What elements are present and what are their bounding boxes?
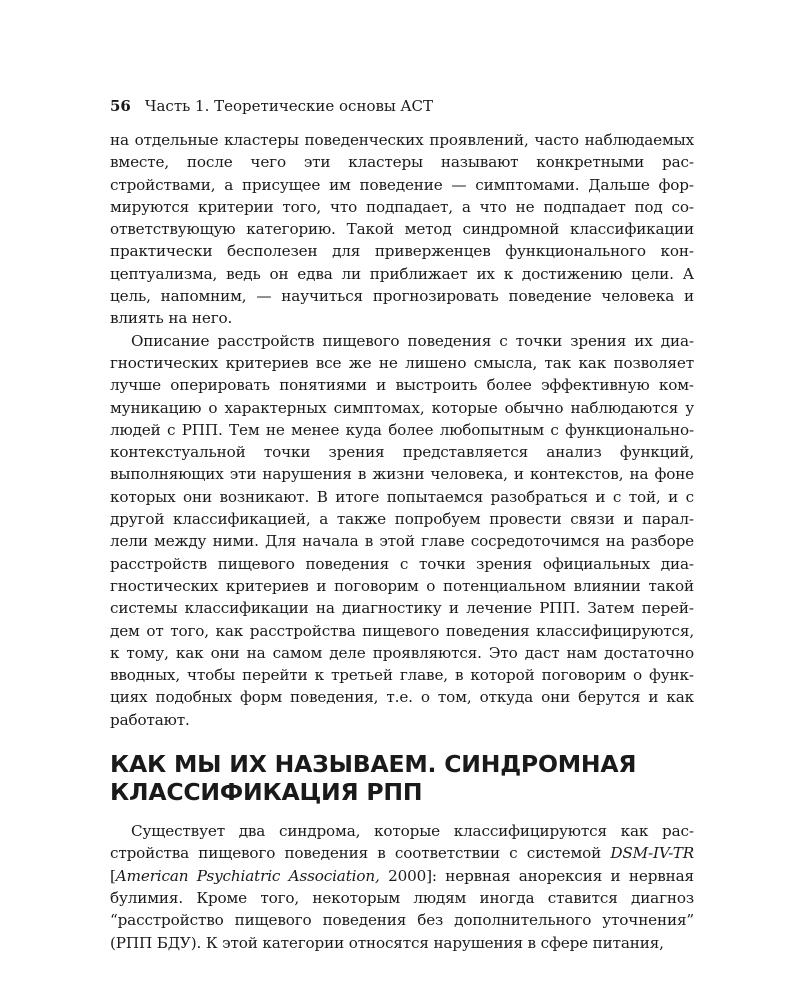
syndromes-text-1: Существует два синдрома, которые классифицируются как расстройства пищевого поведения в соответствии с системой <box>110 822 694 863</box>
paragraph-classification: Описание расстройств пищевого поведения с точки зрения их диагностических критериев все же не лишено смысла, так как позволяет лучше оперировать понятиями и выстроить более эффективную коммуникацию о характерных симптомах, которые обычно наблюдаются у людей с РПП. Тем не менее куда более любопытным с функционально-контекстуальной точки зрения представляется анализ функций, выполняющих эти нарушения в жизни человека, и контекстов, на фоне которых они возникают. В итоге попытаемся разобраться и с той, и с другой классификацией, а также попробуем провести связи и параллели между ними. Для начала в этой главе сосредоточимся на разборе расстройств пищевого поведения с точки зрения официальных диагностических критериев и поговорим о потенциальном влиянии такой системы классификации на диагностику и лечение РПП. Затем перейдем от того, как расстройства пищевого поведения классифицируются, к тому, как они на самом деле проявляются. Это даст нам достаточно вводных, чтобы перейти к третьей главе, в которой поговорим о функциях подобных форм поведения, т.е. о том, откуда они берутся и как работают. <box>110 331 694 729</box>
paragraph-continuation: на отдельные кластеры поведенческих проявлений, часто наблюдаемых вместе, после чего эти кластеры называют конкретными расстройствами, а присущее им поведение — симптомами. Дальше формируются критерии того, что подпадает, а что не подпадает под соответствующую категорию. Такой метод синдромной классификации практически бесполезен для приверженцев функционального концептуализма, ведь он едва ли приближает их к достижению цели. А цель, напомним, — научиться прогнозировать поведение человека и влиять на него. <box>110 131 694 328</box>
syndromes-text-2: [ <box>110 866 116 885</box>
dsm-reference: DSM-IV-TR <box>610 844 694 863</box>
section-heading: КАК МЫ ИХ НАЗЫВАЕМ. СИНДРОМНАЯ КЛАССИФИКАЦИЯ РПП <box>110 750 637 807</box>
citation-source: American Psychiatric Association, <box>115 866 380 885</box>
running-title: Часть 1. Теоретические основы ACT <box>144 97 433 115</box>
running-header <box>110 96 694 116</box>
body-text <box>110 129 694 954</box>
book-page <box>110 96 694 954</box>
syndromes-text-3: 2000]: нервная анорексия и нервная булимия. Кроме того, некоторым людям иногда ставится диагноз “расстройство пищевого поведения без дополнительного уточнения” (РПП БДУ). К этой категории относятся нарушения в сфере питания, <box>110 866 694 952</box>
page-number: 56 <box>110 97 131 115</box>
paragraph-syndromes <box>110 820 694 954</box>
